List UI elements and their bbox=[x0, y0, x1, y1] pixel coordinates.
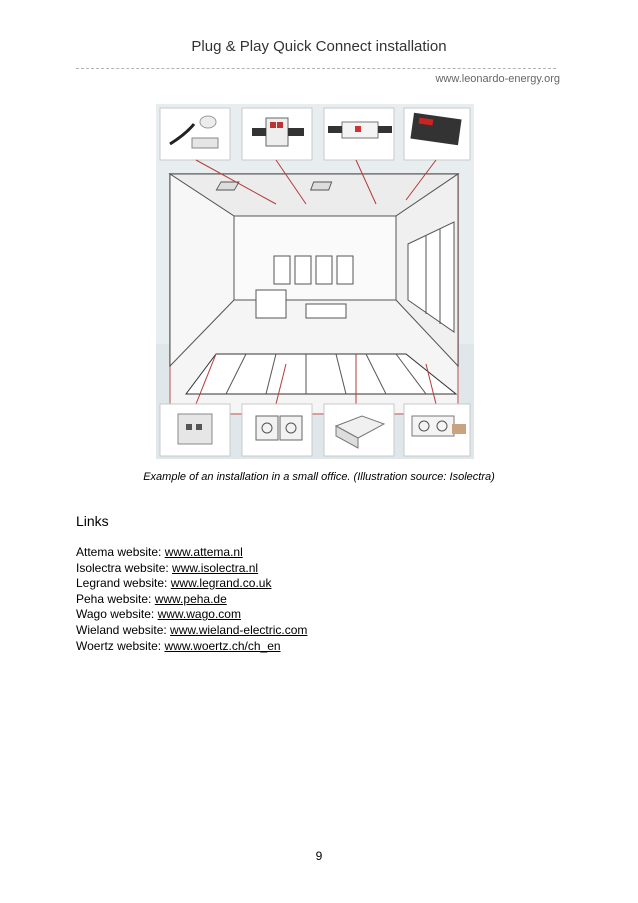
office-installation-drawing bbox=[156, 104, 474, 459]
link-row-wago bbox=[76, 607, 307, 623]
link-label: Woertz website: bbox=[76, 638, 165, 653]
link-label: Wago website: bbox=[76, 607, 158, 622]
link-url-peha[interactable]: www.peha.de bbox=[154, 591, 227, 606]
link-label: Legrand website: bbox=[76, 576, 171, 591]
links-list bbox=[76, 545, 307, 654]
link-label: Attema website: bbox=[76, 545, 165, 559]
link-url-attema[interactable]: www.attema.nl bbox=[164, 545, 243, 559]
link-row-wieland bbox=[76, 623, 307, 639]
link-row-legrand bbox=[76, 576, 307, 592]
header-website: www.leonardo-energy.org bbox=[435, 73, 560, 85]
link-row-woertz bbox=[76, 639, 307, 655]
link-row-isolectra bbox=[76, 561, 307, 577]
link-row-peha bbox=[76, 592, 307, 608]
figure-caption: Example of an installation in a small office. (Illustration source: Isolectra) bbox=[143, 471, 495, 483]
link-url-wieland[interactable]: www.wieland-electric.com bbox=[170, 622, 308, 637]
header-divider bbox=[76, 68, 556, 69]
link-url-wago[interactable]: www.wago.com bbox=[157, 607, 241, 622]
link-label: Peha website: bbox=[76, 591, 155, 606]
link-label: Wieland website: bbox=[76, 622, 171, 637]
link-row-attema bbox=[76, 545, 307, 561]
installation-illustration bbox=[156, 104, 474, 459]
link-label: Isolectra website: bbox=[76, 560, 173, 575]
link-url-legrand[interactable]: www.legrand.co.uk bbox=[170, 576, 272, 591]
page-number: 9 bbox=[315, 849, 323, 863]
links-heading: Links bbox=[76, 513, 109, 529]
link-url-isolectra[interactable]: www.isolectra.nl bbox=[172, 560, 259, 575]
link-url-woertz[interactable]: www.woertz.ch/ch_en bbox=[164, 638, 281, 653]
header-title: Plug & Play Quick Connect installation bbox=[191, 38, 447, 55]
room-perspective bbox=[170, 174, 458, 414]
